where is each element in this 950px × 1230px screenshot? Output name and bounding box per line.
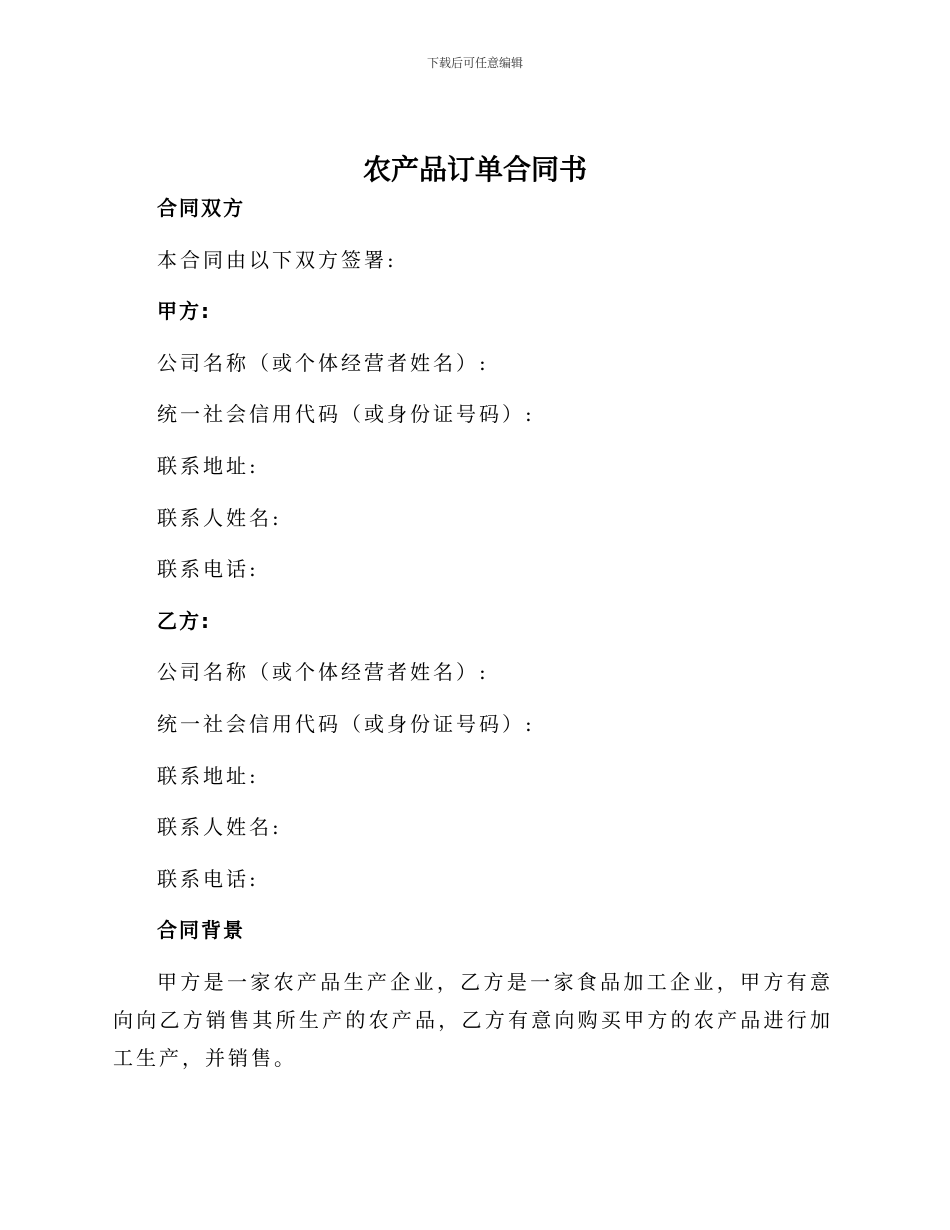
party-b-company: 公司名称（或个体经营者姓名）:	[157, 660, 489, 685]
party-a-address: 联系地址:	[157, 453, 259, 478]
intro-line: 本合同由以下双方签署:	[157, 247, 397, 272]
party-a-contact-name: 联系人姓名:	[157, 505, 282, 530]
party-a-company: 公司名称（或个体经营者姓名）:	[157, 350, 489, 375]
party-b-credit-code: 统一社会信用代码（或身份证号码）:	[157, 711, 535, 736]
party-a-label: 甲方:	[157, 299, 211, 324]
party-a-credit-code: 统一社会信用代码（或身份证号码）:	[157, 402, 535, 427]
party-b-contact-name: 联系人姓名:	[157, 815, 282, 840]
party-a-phone: 联系电话:	[157, 557, 259, 582]
background-paragraph: 甲方是一家农产品生产企业，乙方是一家食品加工企业，甲方有意向向乙方销售其所生产的农产品，乙方有意向购买甲方的农产品进行加工生产，并销售。	[113, 969, 833, 1070]
party-b-label: 乙方:	[157, 608, 211, 633]
party-b-phone: 联系电话:	[157, 866, 259, 891]
party-b-address: 联系地址:	[157, 763, 259, 788]
document-title: 农产品订单合同书	[362, 153, 587, 186]
background-heading: 合同背景	[157, 918, 245, 943]
document-body	[113, 195, 833, 1077]
header-note: 下载后可任意编辑	[426, 56, 523, 70]
parties-heading: 合同双方	[157, 196, 245, 220]
